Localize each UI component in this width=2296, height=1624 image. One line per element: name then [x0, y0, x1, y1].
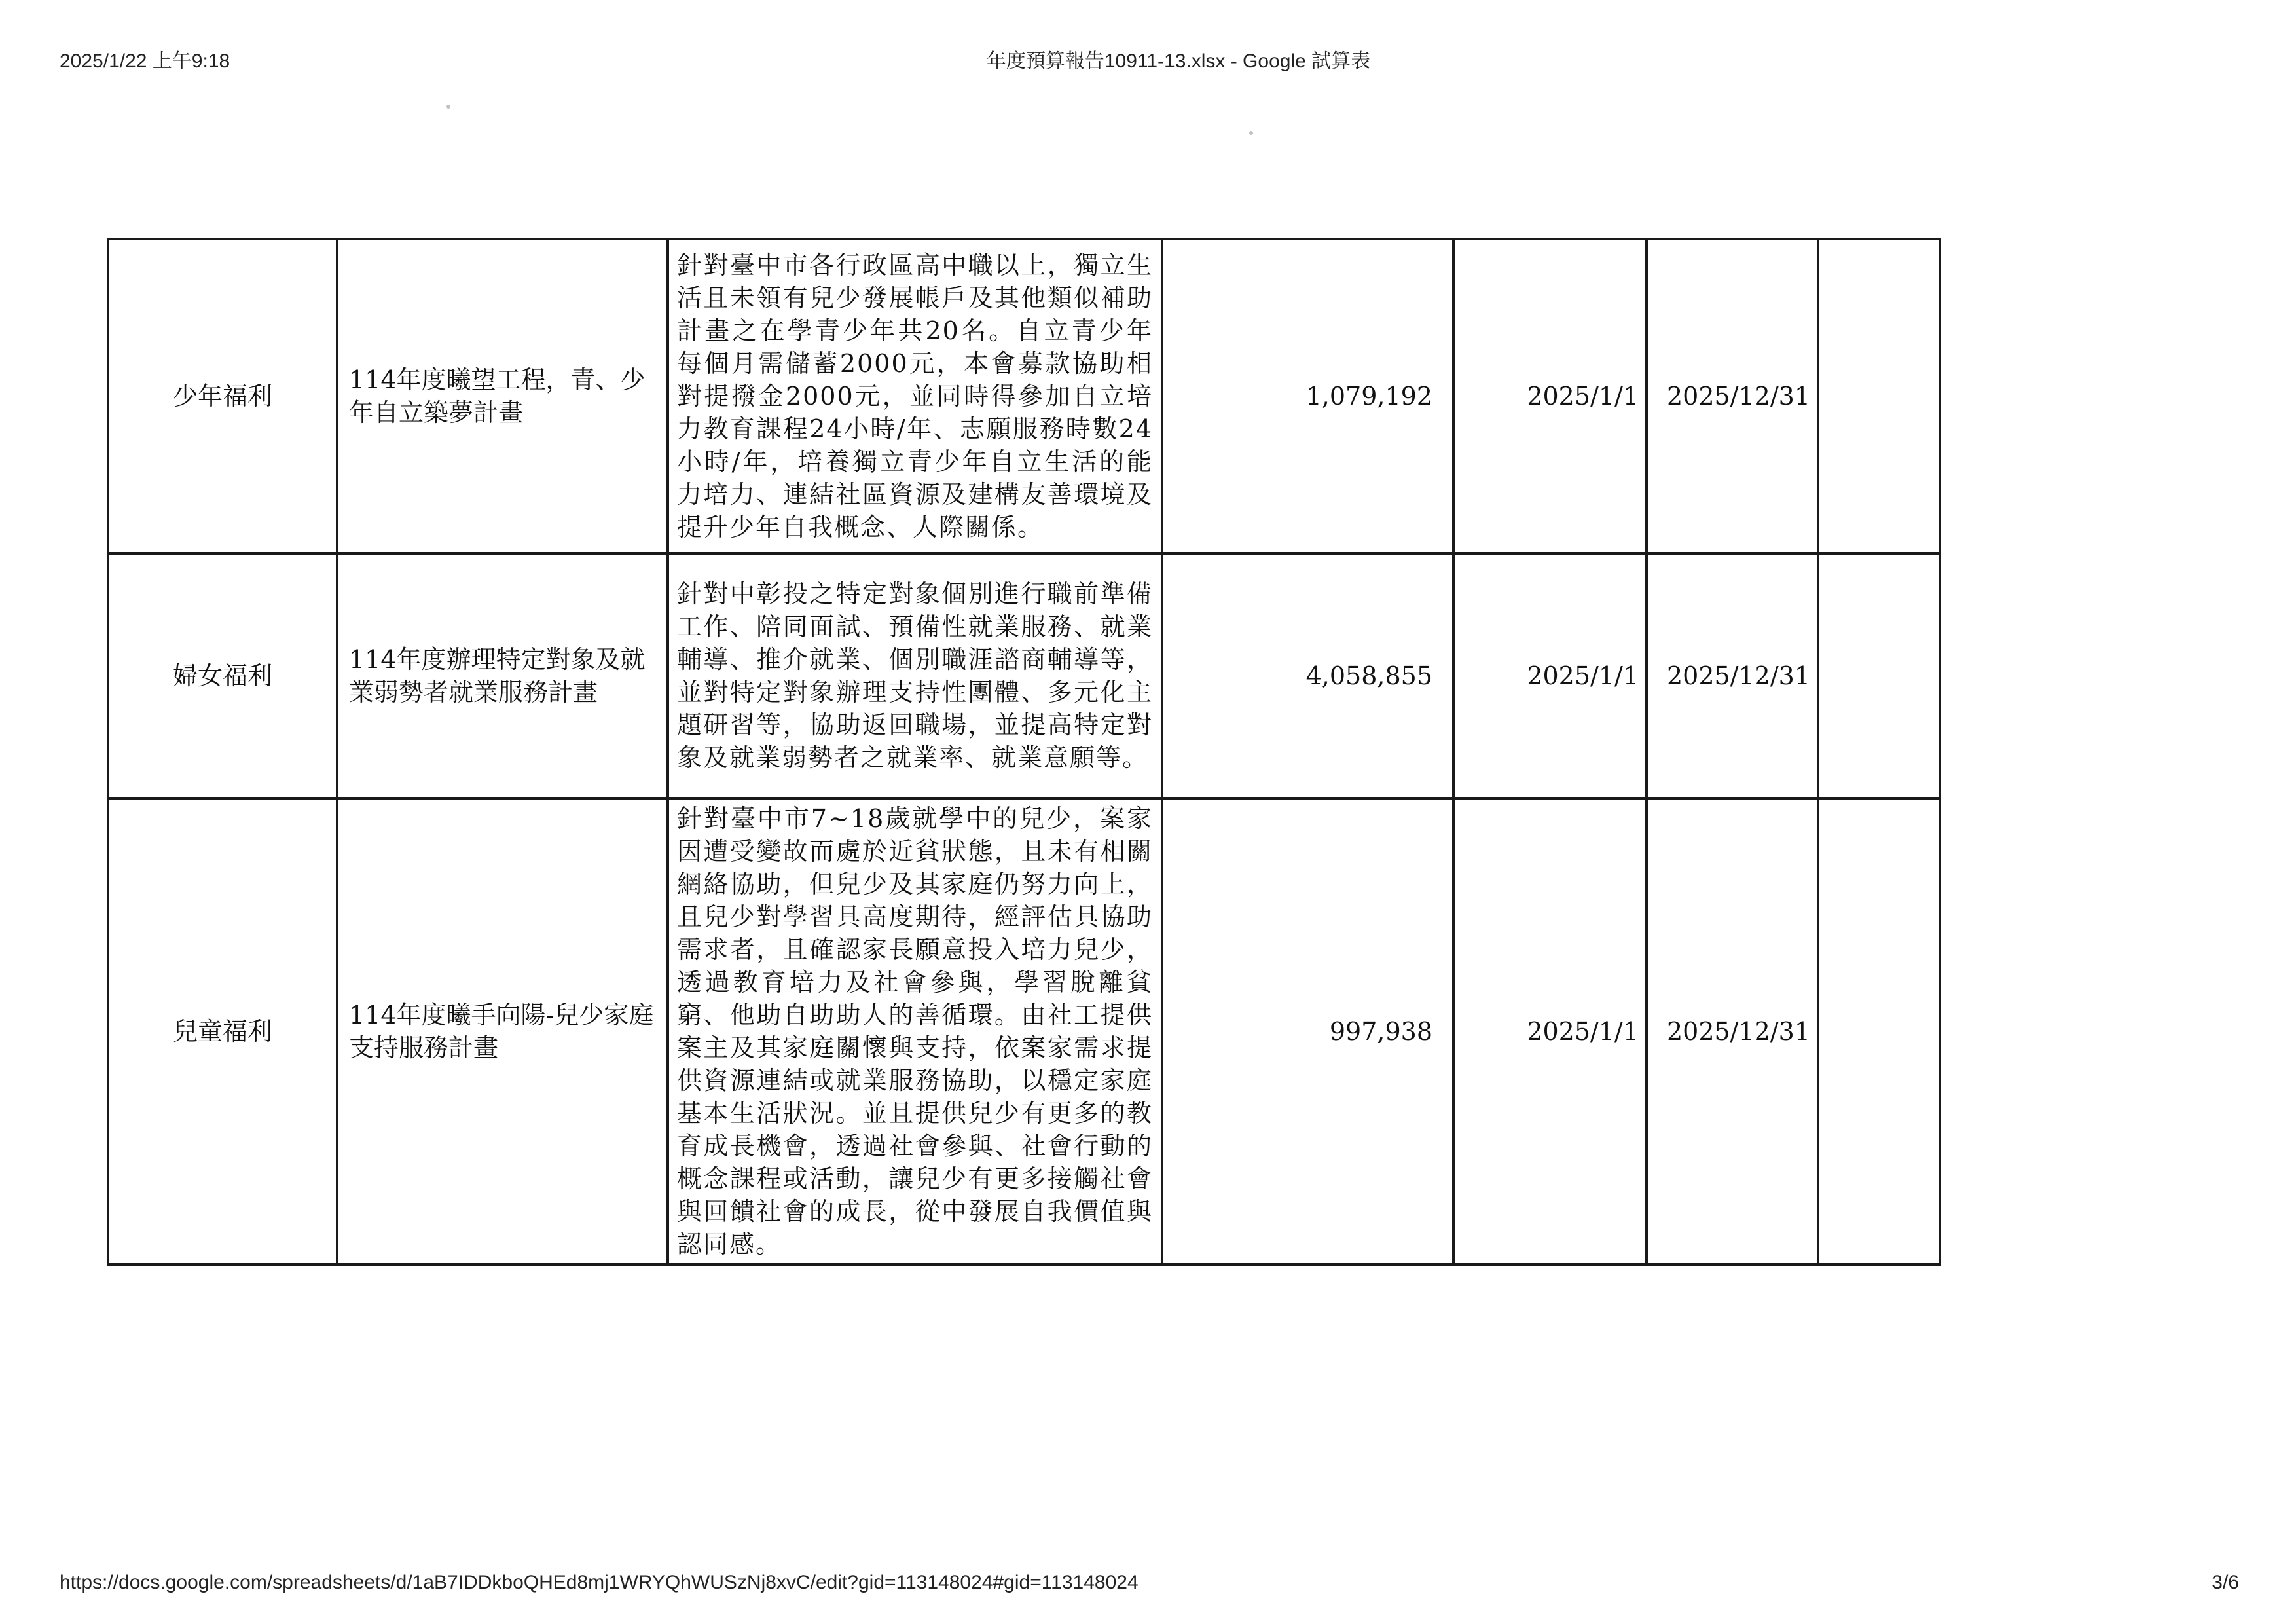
- scan-speck: [1249, 131, 1253, 135]
- category-cell: 婦女福利: [108, 553, 337, 798]
- start-date-cell: 2025/1/1: [1453, 239, 1647, 553]
- plan-name-cell: 114年度曦望工程，青、少年自立築夢計畫: [337, 239, 668, 553]
- budget-table: [107, 238, 1941, 1266]
- page-url: https://docs.google.com/spreadsheets/d/1aB7IDDkboQHEd8mj1WRYQhWUSzNj8xvC/edit?gid=113148024#gid=113148024: [60, 1572, 1139, 1593]
- end-date-cell: 2025/12/31: [1647, 239, 1818, 553]
- note-cell: [1818, 239, 1940, 553]
- end-date-cell: 2025/12/31: [1647, 798, 1818, 1264]
- amount-cell: 997,938: [1162, 798, 1453, 1264]
- description-cell: 針對臺中市7~18歲就學中的兒少，案家因遭受變故而處於近貧狀態，且未有相關網絡協助，但兒少及其家庭仍努力向上，且兒少對學習具高度期待，經評估具協助需求者，且確認家長願意投入培力兒少，透過教育培力及社會參與，學習脫離貧窮、他助自助助人的善循環。由社工提供案主及其家庭關懷與支持，依案家需求提供資源連結或就業服務協助，以穩定家庭基本生活狀況。並且提供兒少有更多的教育成長機會，透過社會參與、社會行動的概念課程或活動，讓兒少有更多接觸社會與回饋社會的成長，從中發展自我價值與認同感。: [668, 798, 1162, 1264]
- document-title: 年度預算報告10911-13.xlsx - Google 試算表: [986, 50, 1371, 72]
- start-date-cell: 2025/1/1: [1453, 798, 1647, 1264]
- end-date-cell: 2025/12/31: [1647, 553, 1818, 798]
- note-cell: [1818, 553, 1940, 798]
- description-cell: 針對中彰投之特定對象個別進行職前準備工作、陪同面試、預備性就業服務、就業輔導、推介就業、個別職涯諮商輔導等，並對特定對象辦理支持性團體、多元化主題研習等，協助返回職場，並提高特定對象及就業弱勢者之就業率、就業意願等。: [668, 553, 1162, 798]
- print-datetime: 2025/1/22 上午9:18: [60, 50, 230, 72]
- category-cell: 兒童福利: [108, 798, 337, 1264]
- amount-cell: 1,079,192: [1162, 239, 1453, 553]
- plan-name-cell: 114年度辦理特定對象及就業弱勢者就業服務計畫: [337, 553, 668, 798]
- table-row: [108, 239, 1940, 553]
- amount-cell: 4,058,855: [1162, 553, 1453, 798]
- note-cell: [1818, 798, 1940, 1264]
- plan-name-cell: 114年度曦手向陽-兒少家庭支持服務計畫: [337, 798, 668, 1264]
- table-row: [108, 553, 1940, 798]
- start-date-cell: 2025/1/1: [1453, 553, 1647, 798]
- category-cell: 少年福利: [108, 239, 337, 553]
- page-number: 3/6: [2212, 1572, 2239, 1593]
- scan-speck: [446, 105, 450, 109]
- description-cell: 針對臺中市各行政區高中職以上，獨立生活且未領有兒少發展帳戶及其他類似補助計畫之在學青少年共20名。自立青少年每個月需儲蓄2000元，本會募款協助相對提撥金2000元，並同時得參加自立培力教育課程24小時/年、志願服務時數24小時/年，培養獨立青少年自立生活的能力培力、連結社區資源及建構友善環境及提升少年自我概念、人際關係。: [668, 239, 1162, 553]
- table-row: [108, 798, 1940, 1264]
